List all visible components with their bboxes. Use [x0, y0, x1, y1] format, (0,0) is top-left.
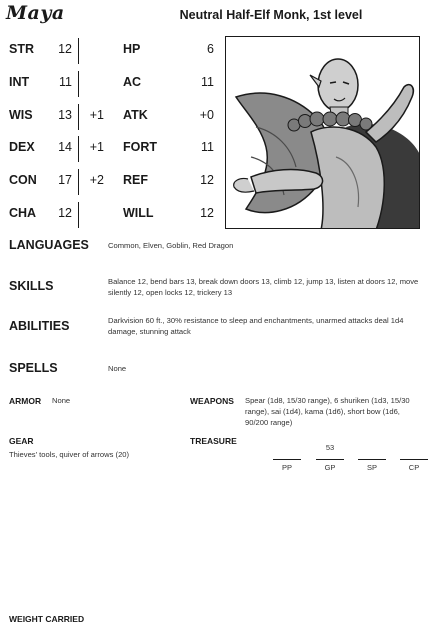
- ability-mod-con: +2: [89, 173, 104, 187]
- weapons-value: Spear (1d8, 15/30 range), 6 shuriken (1d3, 15/30 range), sai (1d4), kama (1d6), short bow (1d6, 90/200 range): [245, 396, 410, 427]
- ability-mod-wis: +1: [89, 108, 104, 122]
- coin-value-gp: 53: [325, 443, 335, 452]
- combat-value-ac: 11: [201, 75, 214, 89]
- gear-label: GEAR: [9, 436, 34, 446]
- coin-label-cp: CP: [408, 463, 420, 472]
- ability-value-wis: 13: [58, 108, 72, 122]
- divider: [78, 38, 79, 64]
- armor-label: ARMOR: [9, 396, 42, 406]
- ability-label-int: INT: [9, 75, 30, 89]
- combat-value-hp: 6: [207, 42, 214, 56]
- combat-value-ref: 12: [200, 173, 214, 187]
- coin-label-gp: GP: [324, 463, 336, 472]
- weapons-label: WEAPONS: [190, 396, 234, 406]
- armor-value: None: [52, 396, 71, 405]
- divider: [78, 136, 79, 162]
- ability-value-str: 12: [58, 42, 72, 56]
- combat-label-will: WILL: [123, 206, 154, 220]
- weight-carried-label: WEIGHT CARRIED: [9, 614, 85, 624]
- combat-label-ref: REF: [123, 173, 148, 187]
- combat-label-atk: ATK: [123, 108, 148, 122]
- gear-value: Thieves' tools, quiver of arrows (20): [9, 450, 130, 459]
- monk-illustration: [226, 37, 420, 229]
- combat-value-will: 12: [200, 206, 214, 220]
- languages-text: Common, Elven, Goblin, Red Dragon: [108, 241, 234, 250]
- coin-label-sp: SP: [366, 463, 377, 472]
- coin-line: [273, 459, 301, 460]
- abilities-text: Darkvision 60 ft., 30% resistance to sleep and enchantments, unarmed attacks deal 1d4 damage, stunning attack: [108, 316, 404, 336]
- coin-line: [316, 459, 344, 460]
- ability-value-int: 11: [59, 75, 72, 89]
- ability-label-str: STR: [9, 42, 34, 56]
- combat-value-atk: +0: [199, 108, 214, 122]
- divider: [78, 169, 79, 195]
- treasure-label: TREASURE: [190, 436, 237, 446]
- languages-label: LANGUAGES: [9, 238, 89, 252]
- ability-label-cha: CHA: [9, 206, 37, 220]
- ability-mod-dex: +1: [89, 140, 104, 154]
- ability-value-dex: 14: [58, 140, 72, 154]
- ability-value-con: 17: [58, 173, 72, 187]
- skills-label: SKILLS: [9, 279, 54, 293]
- coin-line: [358, 459, 386, 460]
- abilities-label: ABILITIES: [9, 319, 70, 333]
- coin-line: [400, 459, 428, 460]
- character-name: Maya: [6, 2, 65, 24]
- divider: [78, 71, 79, 97]
- combat-label-hp: HP: [123, 42, 141, 56]
- ability-label-dex: DEX: [9, 140, 35, 154]
- combat-label-ac: AC: [123, 75, 142, 89]
- ability-label-wis: WIS: [9, 108, 33, 122]
- combat-label-fort: FORT: [123, 140, 158, 154]
- coin-label-pp: PP: [281, 463, 292, 472]
- spells-text: None: [108, 364, 127, 373]
- divider: [78, 104, 79, 130]
- skills-text: Balance 12, bend bars 13, break down doors 13, climb 12, jump 13, listen at doors 12, move silently 12, open locks 12, trickery 13: [108, 277, 419, 297]
- divider: [78, 202, 79, 228]
- ability-label-con: CON: [9, 173, 37, 187]
- combat-value-fort: 11: [201, 140, 214, 154]
- ability-value-cha: 12: [58, 206, 72, 220]
- character-portrait: [225, 36, 420, 229]
- class-line: Neutral Half-Elf Monk, 1st level: [179, 8, 363, 22]
- spells-label: SPELLS: [9, 361, 58, 375]
